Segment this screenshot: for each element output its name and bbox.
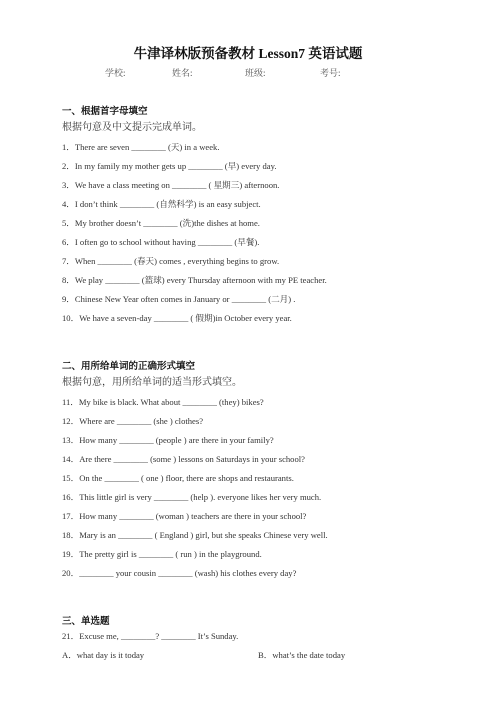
question-20: 20．________ your cousin ________ (wash) his clothes every day? <box>62 568 297 578</box>
question-2: 2．In my family my mother gets up ________ (早) every day. <box>62 161 277 171</box>
question-3: 3．We have a class meeting on ________ ( 星期三) afternoon. <box>62 180 280 190</box>
question-4: 4．I don’t think ________ (自然科学) is an easy subject. <box>62 199 261 209</box>
question-10: 10．We have a seven-day ________ ( 假期)in October every year. <box>62 313 292 323</box>
exam-number-field-label: 考号: <box>320 68 341 78</box>
question-7: 7．When ________ (春天) comes , everything begins to grow. <box>62 256 280 266</box>
question-18: 18．Mary is an ________ ( England ) girl, but she speaks Chinese very well. <box>62 530 328 540</box>
question-21: 21．Excuse me, ________? ________ It’s Sunday. <box>62 631 239 641</box>
section-1-heading: 一、根据首字母填空 <box>62 107 148 117</box>
class-field-label: 班级: <box>245 68 266 78</box>
name-field-label: 姓名: <box>172 68 193 78</box>
question-9: 9．Chinese New Year often comes in January or ________ (二月) . <box>62 294 296 304</box>
question-5: 5．My brother doesn’t ________ (洗)the dishes at home. <box>62 218 260 228</box>
question-11: 11．My bike is black. What about ________ (they) bikes? <box>62 397 264 407</box>
question-17: 17．How many ________ (woman ) teachers are there in your school? <box>62 511 307 521</box>
section-1-instruction: 根据句意及中文提示完成单词。 <box>62 122 202 133</box>
section-2-instruction: 根据句意，用所给单词的适当形式填空。 <box>62 377 242 388</box>
question-19: 19．The pretty girl is ________ ( run ) in the playground. <box>62 549 262 559</box>
school-field-label: 学校: <box>105 68 126 78</box>
question-12: 12．Where are ________ (she ) clothes? <box>62 416 204 426</box>
question-16: 16．This little girl is very ________ (help ). everyone likes her very much. <box>62 492 322 502</box>
option-a: A．what day is it today <box>62 650 145 660</box>
page-title: 牛津译林版预备教材 Lesson7 英语试题 <box>133 46 363 61</box>
section-3-heading: 三、单选题 <box>62 617 110 627</box>
question-1: 1．There are seven ________ (天) in a week. <box>62 142 220 152</box>
question-13: 13．How many ________ (people ) are there in your family? <box>62 435 274 445</box>
question-14: 14．Are there ________ (some ) lessons on Saturdays in your school? <box>62 454 305 464</box>
option-b: B．what’s the date today <box>258 650 346 660</box>
question-6: 6．I often go to school without having ________ (早餐). <box>62 237 260 247</box>
question-8: 8．We play ________ (篮球) every Thursday afternoon with my PE teacher. <box>62 275 327 285</box>
question-15: 15．On the ________ ( one ) floor, there are shops and restaurants. <box>62 473 294 483</box>
section-2-heading: 二、用所给单词的正确形式填空 <box>62 362 196 372</box>
